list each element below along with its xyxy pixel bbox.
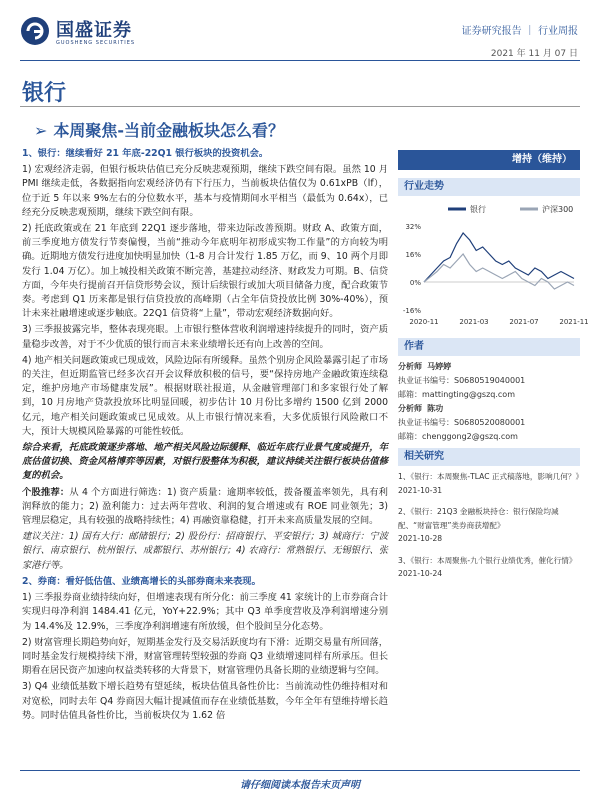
x-tick-label: 2021-07: [509, 318, 539, 326]
page-title: ➢ 本周聚焦-当前金融板块怎么看？: [34, 121, 285, 140]
company-logo: [20, 14, 170, 54]
paragraph: 1) 三季报券商业绩持续向好，但增速表现有所分化：前三季度 41 家统计的上市券商合计实现归母净利润 1484.41 亿元，YoY+22.9%；其中 Q3 单季度营收及净利润增速分别为 14.4%及 12.9%，三季度净利润增速有所放缓，但个股间呈分化态势。: [22, 592, 388, 632]
x-tick-label: 2021-11: [559, 318, 589, 326]
legend-label: 银行: [470, 205, 486, 214]
trend-chart: [398, 200, 589, 330]
x-tick-label: 2020-11: [409, 318, 439, 326]
related-date: 2021-10-28: [398, 534, 443, 543]
paragraph-summary: 综合来看，托底政策逐步落地、地产相关风险边际缓释、临近年底行业景气度或提升，年底估值切换、资金风格博弈等因素，对银行股整体为积极，建议持续关注银行板块估值修复的机会。: [22, 442, 388, 482]
stock-pick-label: 个股推荐：: [22, 486, 70, 498]
legend-label: 沪深300: [542, 205, 574, 214]
analyst-block: [398, 360, 580, 444]
y-tick-label: 16%: [405, 251, 421, 259]
related-date: 2021-10-24: [398, 569, 443, 578]
paragraph: 3) Q4 业绩低基数下增长趋势有望延续，板块估值具备性价比：当前流动性仍维持相对和对宽松，同时去年 Q4 券商因大幅计提减值而存在业绩低基数，今年全年有望维持增长趋势。同时估值具备性价比，当前板块仅为 1.62 倍: [22, 681, 388, 721]
paragraph: 4) 地产相关问题政策或已现成效，风险边际有所缓释。虽然个别房企风险暴露引起了市场的关注，但近期监管已经多次召开会议释放积极的信号，要“保持房地产金融政策连续稳定，维护房地产市场健康发展”。根据财联社报道，从金融管理部门和多家银行处了解到，10 月房地产贷款投放环比明显回暖，初步估计 10 月份比多增约 1500 亿到 2000 亿元，地产相关问题政策或已见成效。从上市银行情况来看，大多优质银行风险敞口不大，预计大规模风险暴露的可能性较低。: [22, 354, 388, 437]
trend-chart-svg: [398, 200, 589, 330]
logo-icon: [20, 16, 50, 46]
series-line-银行: [424, 233, 574, 282]
paragraph: 3) 三季报披露完毕，整体表现亮眼。上市银行整体营收利润增速持续提升的同时，资产质量稳步改善，对于不少优质的银行而言未来业绩增长还有向上改善的空间。: [22, 324, 388, 350]
analyst-1: 分析师 马婷婷: [398, 362, 452, 371]
section-heading: 2、券商：看好低估值、业绩高增长的头部券商未来表现。: [22, 575, 261, 587]
analyst-1-cert: 执业证书编号：S0680519040001: [398, 376, 526, 385]
related-item[interactable]: 3、《银行：本周聚焦-九个银行业绩优秀，催化行情》: [398, 555, 577, 565]
body-text: [22, 147, 388, 725]
analyst-2-cert: 执业证书编号：S0680520080001: [398, 418, 526, 427]
author-heading: 作者: [398, 338, 580, 356]
y-tick-label: -16%: [402, 307, 421, 315]
sector-divider: [20, 106, 580, 107]
analyst-2-email[interactable]: 邮箱：chenggong2@gszq.com: [398, 432, 518, 441]
sector-title: 银行: [22, 81, 67, 106]
paragraph: 1) 宏观经济走弱，但银行板块估值已充分反映悲观预期，继续下跌空间有限。虽然 10 月 PMI 继续走低，各数据指向宏观经济仍有下行压力，当前板块估值仅为 0.61xPB（lf），位于近 5 年以来 9%左右的分位数水平，基本与疫情期间水平相当（最低为 0.64x），已经充分反映悲观预期，继续下跌空间有限。: [22, 164, 388, 218]
paragraph-recommend: 建议关注：1) 国有大行：邮储银行；2) 股份行：招商银行、平安银行；3) 城商行：宁波银行、南京银行、杭州银行、成都银行、苏州银行；4) 农商行：常熟银行、无锡银行、张家港行等。: [22, 531, 388, 571]
y-tick-label: 0%: [409, 279, 421, 287]
footer-divider: [20, 770, 580, 771]
related-heading: 相关研究: [398, 448, 580, 466]
header-divider: [20, 60, 580, 61]
paragraph: 2) 托底政策或在 21 年底到 22Q1 逐步落地，带来边际改善预期。财政 A、政策方面，前三季度地方债发行节奏偏慢，当前“推动今年底明年初形成实物工作量”的方向较为明确。近期地方债发行进度加快明显加快（1-8 月合计发行 1.85 万亿，而 9、10 两个月即发行 1.04 万亿）。加上城投相关政策不断完善，基建拉动经济、财政发力可期。B、信贷方面，今年央行提前召开信贷形势会议，预计后续银行或加大项目储备力度，配合政策节奏。考虑到 Q1 历来都是银行信贷投放的高峰期（占全年信贷投放比例 30%-40%），预计未来社融增速或逐步触底。22Q1 信贷将“上量”，带动宏观经济数据向好。: [22, 223, 388, 320]
analyst-1-email[interactable]: 邮箱：mattingting@gszq.com: [398, 390, 515, 399]
rating-badge: 增持（维持）: [398, 150, 580, 170]
logo-text: 国盛证券: [56, 20, 132, 41]
footer-disclaimer: 请仔细阅读本报告末页声明: [240, 780, 360, 791]
y-tick-label: 32%: [405, 223, 421, 231]
paragraph: 个股推荐：从 4 个方面进行筛选：1) 资产质量：逾期率较低，拨备覆盖率领先，具有利润释放的能力；2) 盈利能力：过去两年营收、利润的复合增速或有 ROE 同业领先；3) 管理层稳定，具有较强的战略持续性；4) 再融资靠稳健，打开未来高质量发展的空间。: [22, 486, 388, 527]
related-list: [398, 470, 584, 581]
related-item[interactable]: 1、《银行：本周聚焦-TLAC 正式稿落地，影响几何？》: [398, 472, 584, 481]
x-tick-label: 2021-03: [459, 318, 489, 326]
paragraph: 2) 财富管理长期趋势向好，短期基金发行及交易活跃度均有下滑：近期交易量有所回落，同时基金发行规模持续下滑，财富管理转型较强的券商 Q3 业绩增速同样有所承压。但长期看在居民资产加速向权益类转移的大背景下，财富管理仍具备长期的业绩逻辑与空间。: [22, 636, 388, 677]
trend-heading: 行业走势: [398, 178, 580, 196]
section-heading: 1、银行：继续看好 21 年底-22Q1 银行板块的投资机会。: [22, 148, 269, 159]
logo-subtext: GUOSHENG SECURITIES: [56, 40, 136, 46]
related-item[interactable]: 2、《银行：21Q3 金融板块持仓：银行保险均减配、“财富管理”类券商获增配》: [398, 507, 559, 530]
analyst-2: 分析师 陈功: [398, 404, 444, 413]
report-type: 证券研究报告 ｜ 行业周报: [461, 26, 578, 37]
arrow-icon: ➢: [34, 121, 48, 140]
related-date: 2021-10-31: [398, 485, 443, 495]
report-date: 2021 年 11 月 07 日: [490, 49, 578, 59]
